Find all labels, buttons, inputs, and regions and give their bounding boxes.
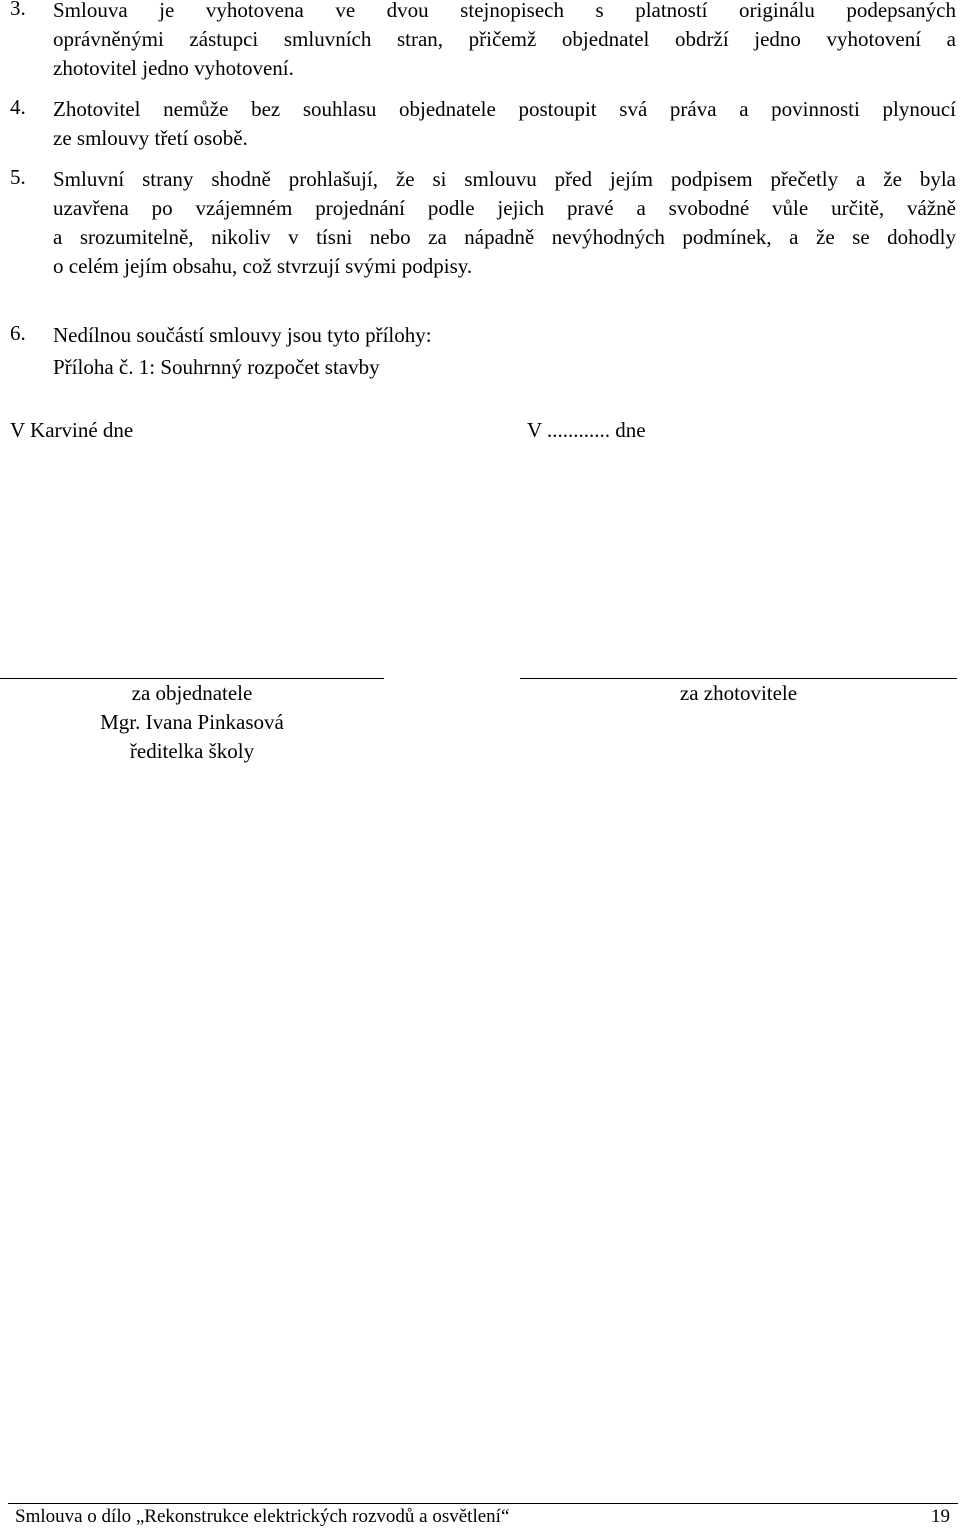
clause-line: Nedílnou součástí smlouvy jsou tyto přílohy: bbox=[53, 323, 432, 347]
clause-line: oprávněnými zástupci smluvních stran, přičemž objednatel obdrží jedno vyhotovení a bbox=[53, 27, 956, 51]
place-date-left: V Karviné dne bbox=[10, 418, 134, 442]
clause-line: Smlouva je vyhotovena ve dvou stejnopisech s platností originálu podepsaných bbox=[53, 0, 956, 22]
clause-text bbox=[53, 321, 956, 350]
clause-number: 6. bbox=[10, 321, 26, 345]
clause-line: ze smlouvy třetí osobě. bbox=[53, 126, 248, 150]
page-number: 19 bbox=[931, 1506, 950, 1527]
clause-number: 4. bbox=[10, 95, 26, 119]
attachment-item: Příloha č. 1: Souhrnný rozpočet stavby bbox=[53, 355, 380, 379]
signature-block-client bbox=[0, 679, 384, 766]
clause-number: 5. bbox=[10, 165, 26, 189]
clause-text bbox=[53, 165, 956, 281]
clause-line: uzavřena po vzájemném projednání podle jejich pravé a svobodné vůle určitě, vážně bbox=[53, 196, 956, 220]
clause-line: zhotovitel jedno vyhotovení. bbox=[53, 56, 294, 80]
clause-line: Smluvní strany shodně prohlašují, že si smlouvu před jejím podpisem přečetly a že byla bbox=[53, 167, 956, 191]
signatory-name: Mgr. Ivana Pinkasová bbox=[100, 710, 284, 734]
clause-6 bbox=[10, 321, 956, 350]
clause-text bbox=[53, 95, 956, 153]
clause-line: o celém jejím obsahu, což stvrzují svými podpisy. bbox=[53, 254, 473, 278]
clause-line: a srozumitelně, nikoliv v tísni nebo za nápadně nevýhodných podmínek, a že se dohodly bbox=[53, 225, 956, 249]
signature-block-contractor bbox=[520, 679, 957, 708]
clause-line: Zhotovitel nemůže bez souhlasu objednatele postoupit svá práva a povinnosti plynoucí bbox=[53, 97, 956, 121]
clause-3 bbox=[10, 0, 956, 83]
clause-5 bbox=[10, 165, 956, 281]
clause-number: 3. bbox=[10, 0, 26, 20]
footer-rule bbox=[8, 1503, 958, 1504]
signature-role: za zhotovitele bbox=[679, 681, 798, 705]
clause-text bbox=[53, 0, 956, 83]
footer-title: Smlouva o dílo „Rekonstrukce elektrických rozvodů a osvětlení“ bbox=[15, 1506, 510, 1527]
signature-role: za objednatele bbox=[131, 681, 253, 705]
place-date-right: V ............ dne bbox=[527, 418, 646, 442]
clause-4 bbox=[10, 95, 956, 153]
signatory-title: ředitelka školy bbox=[129, 739, 255, 763]
